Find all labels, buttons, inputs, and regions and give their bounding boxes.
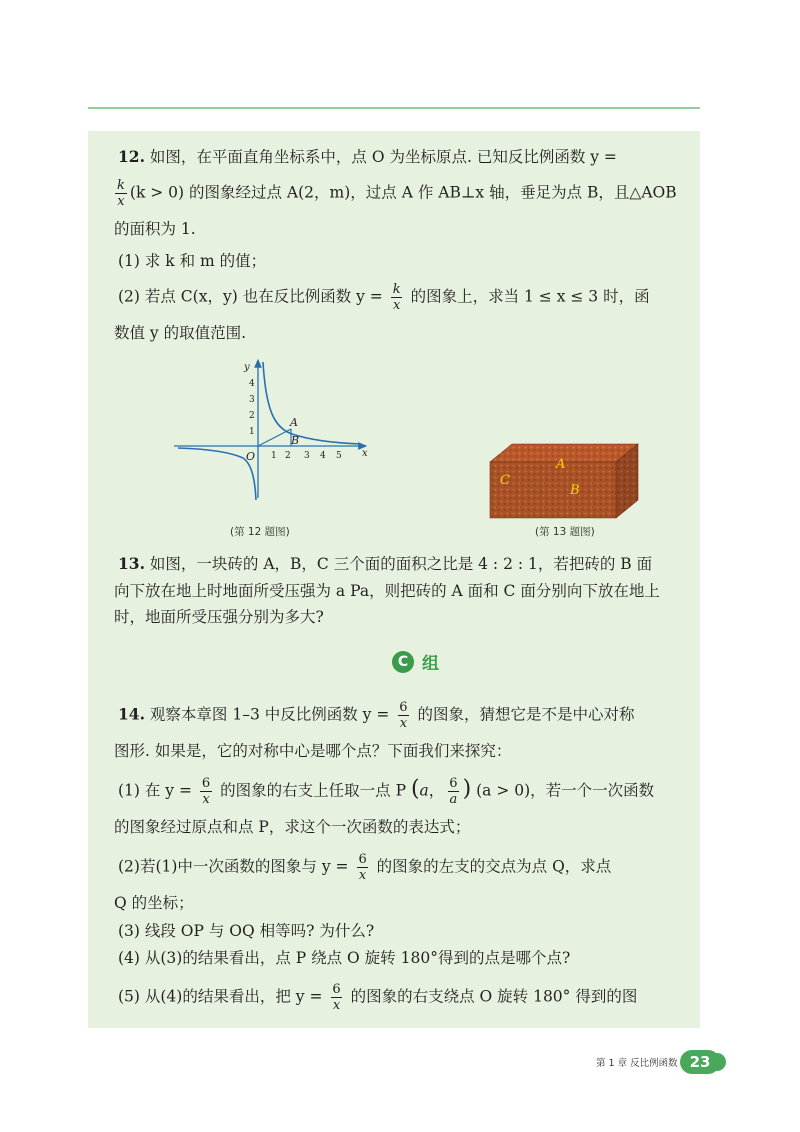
y-tick-2: 2 <box>249 411 255 421</box>
q14-s2-text-a: (2)若(1)中一次函数的图象与 y = <box>118 857 349 876</box>
q14-s5-text-b: 的图象的右支绕点 O 旋转 180° 得到的图 <box>350 987 638 1006</box>
q14-text-1a: 观察本章图 1–3 中反比例函数 y = <box>149 705 390 724</box>
chapter-footer: 第 1 章 反比例函数 <box>596 1058 678 1069</box>
fraction-6-over-a: $\frac{6}{a}$ <box>449 776 458 807</box>
q13-number: 13. <box>118 554 145 573</box>
figure-13-caption: (第 13 题图) <box>535 526 595 538</box>
q12-text-2: (k > 0) 的图象经过点 A(2，m)，过点 A 作 AB⊥x 轴，垂足为点 B，且△AOB <box>129 183 677 202</box>
q14-line2: 图形. 如果是，它的对称中心是哪个点？下面我们来探究： <box>114 742 512 760</box>
q14-s2-text-b: 的图象的左支的交点为点 Q，求点 <box>376 857 612 876</box>
q14-sub5 <box>118 982 637 1013</box>
x-tick-5: 5 <box>336 451 342 461</box>
q13-line3: 时，地面所受压强分别为多大? <box>114 608 324 626</box>
point-b-label: B <box>291 434 300 447</box>
q14-sub2-cont: Q 的坐标； <box>114 894 194 912</box>
q14-sub4: (4) 从(3)的结果看出，点 P 绕点 O 旋转 180°得到的点是哪个点? <box>118 949 571 967</box>
q12-sub2 <box>118 282 650 313</box>
q13-line1 <box>118 553 652 575</box>
q13-text-1: 如图，一块砖的 A，B，C 三个面的面积之比是 4 : 2 : 1，若把砖的 B 面 <box>149 555 653 573</box>
q14-text-1b: 的图象，猜想它是不是中心对称 <box>417 705 635 724</box>
group-c-label: 组 <box>422 654 439 674</box>
group-c-heading <box>392 649 439 674</box>
brick-label-a: A <box>556 457 566 472</box>
fraction-6-over-x-2: $\frac{6}{x}$ <box>201 776 211 807</box>
q12-text-1: 如图，在平面直角坐标系中，点 O 为坐标原点. 已知反比例函数 y = <box>149 148 617 166</box>
figure-12-caption: (第 12 题图) <box>230 526 290 538</box>
brick-label-c: C <box>500 473 510 488</box>
x-tick-3: 3 <box>304 451 310 461</box>
origin-label: O <box>246 450 256 463</box>
x-tick-2: 2 <box>285 451 291 461</box>
q12-sub1: (1) 求 k 和 m 的值； <box>118 252 267 270</box>
q14-sub1-cont: 的图象经过原点和点 P，求这个一次函数的表达式； <box>114 818 471 836</box>
x-tick-4: 4 <box>320 451 326 461</box>
q12-line3: 的面积为 1. <box>114 220 196 238</box>
q14-s1-text-a: (1) 在 y = <box>118 781 192 800</box>
point-a-label: A <box>290 416 298 429</box>
group-c-badge: C <box>392 651 414 673</box>
figure-13-brick <box>488 440 640 524</box>
q12-number: 12. <box>118 147 145 166</box>
y-axis-label: y <box>244 362 250 373</box>
brick-label-b: B <box>570 483 580 498</box>
y-tick-4: 4 <box>249 379 255 389</box>
q12-sub2-text-a: (2) 若点 C(x，y) 也在反比例函数 y = <box>118 287 383 306</box>
page-number: 23 <box>680 1050 720 1074</box>
q14-sub2 <box>118 852 611 883</box>
figure-12-graph <box>170 352 380 502</box>
q14-sub3: (3) 线段 OP 与 OQ 相等吗? 为什么? <box>118 922 375 940</box>
fraction-6-over-x-3: $\frac{6}{x}$ <box>358 852 367 883</box>
q14-number: 14. <box>118 704 145 724</box>
q12-line2 <box>112 178 677 209</box>
fraction-k-over-x-2: $\frac{k}{x}$ <box>392 282 401 313</box>
curve-left-branch <box>178 448 256 500</box>
top-rule <box>88 107 700 109</box>
q14-s1-text-b: 的图象的右支上任取一点 P <box>220 781 406 800</box>
fraction-6-over-x: $\frac{6}{x}$ <box>399 700 408 731</box>
y-tick-3: 3 <box>249 395 255 405</box>
x-axis-label: x <box>362 448 368 459</box>
q14-s1-text-c: (a > 0)，若一个一次函数 <box>476 781 655 800</box>
curve-right-branch <box>263 362 360 444</box>
q14-sub1: (1) 在 y = $\frac{6}{x}$ 的图象的右支上任取一点 P (a， $\frac{6}{a}$ ) (a > 0)，若一个一次函数 <box>118 776 655 807</box>
q14-line1 <box>118 700 635 731</box>
fraction-6-over-x-4: $\frac{6}{x}$ <box>332 982 341 1013</box>
q14-s5-text-a: (5) 从(4)的结果看出，把 y = <box>118 987 323 1006</box>
x-tick-1: 1 <box>271 451 277 461</box>
y-tick-1: 1 <box>249 427 255 437</box>
q12-line6: 数值 y 的取值范围. <box>114 324 247 342</box>
q12-sub2-text-b: 的图象上，求当 1 ≤ x ≤ 3 时，函 <box>410 287 650 306</box>
fraction-k-over-x: $\frac{k}{x}$ <box>117 178 125 209</box>
segment-oa <box>258 429 291 446</box>
q13-line2: 向下放在地上时地面所受压强为 a Pa，则把砖的 A 面和 C 面分别向下放在地上 <box>114 582 660 600</box>
q12-line1 <box>118 146 617 168</box>
